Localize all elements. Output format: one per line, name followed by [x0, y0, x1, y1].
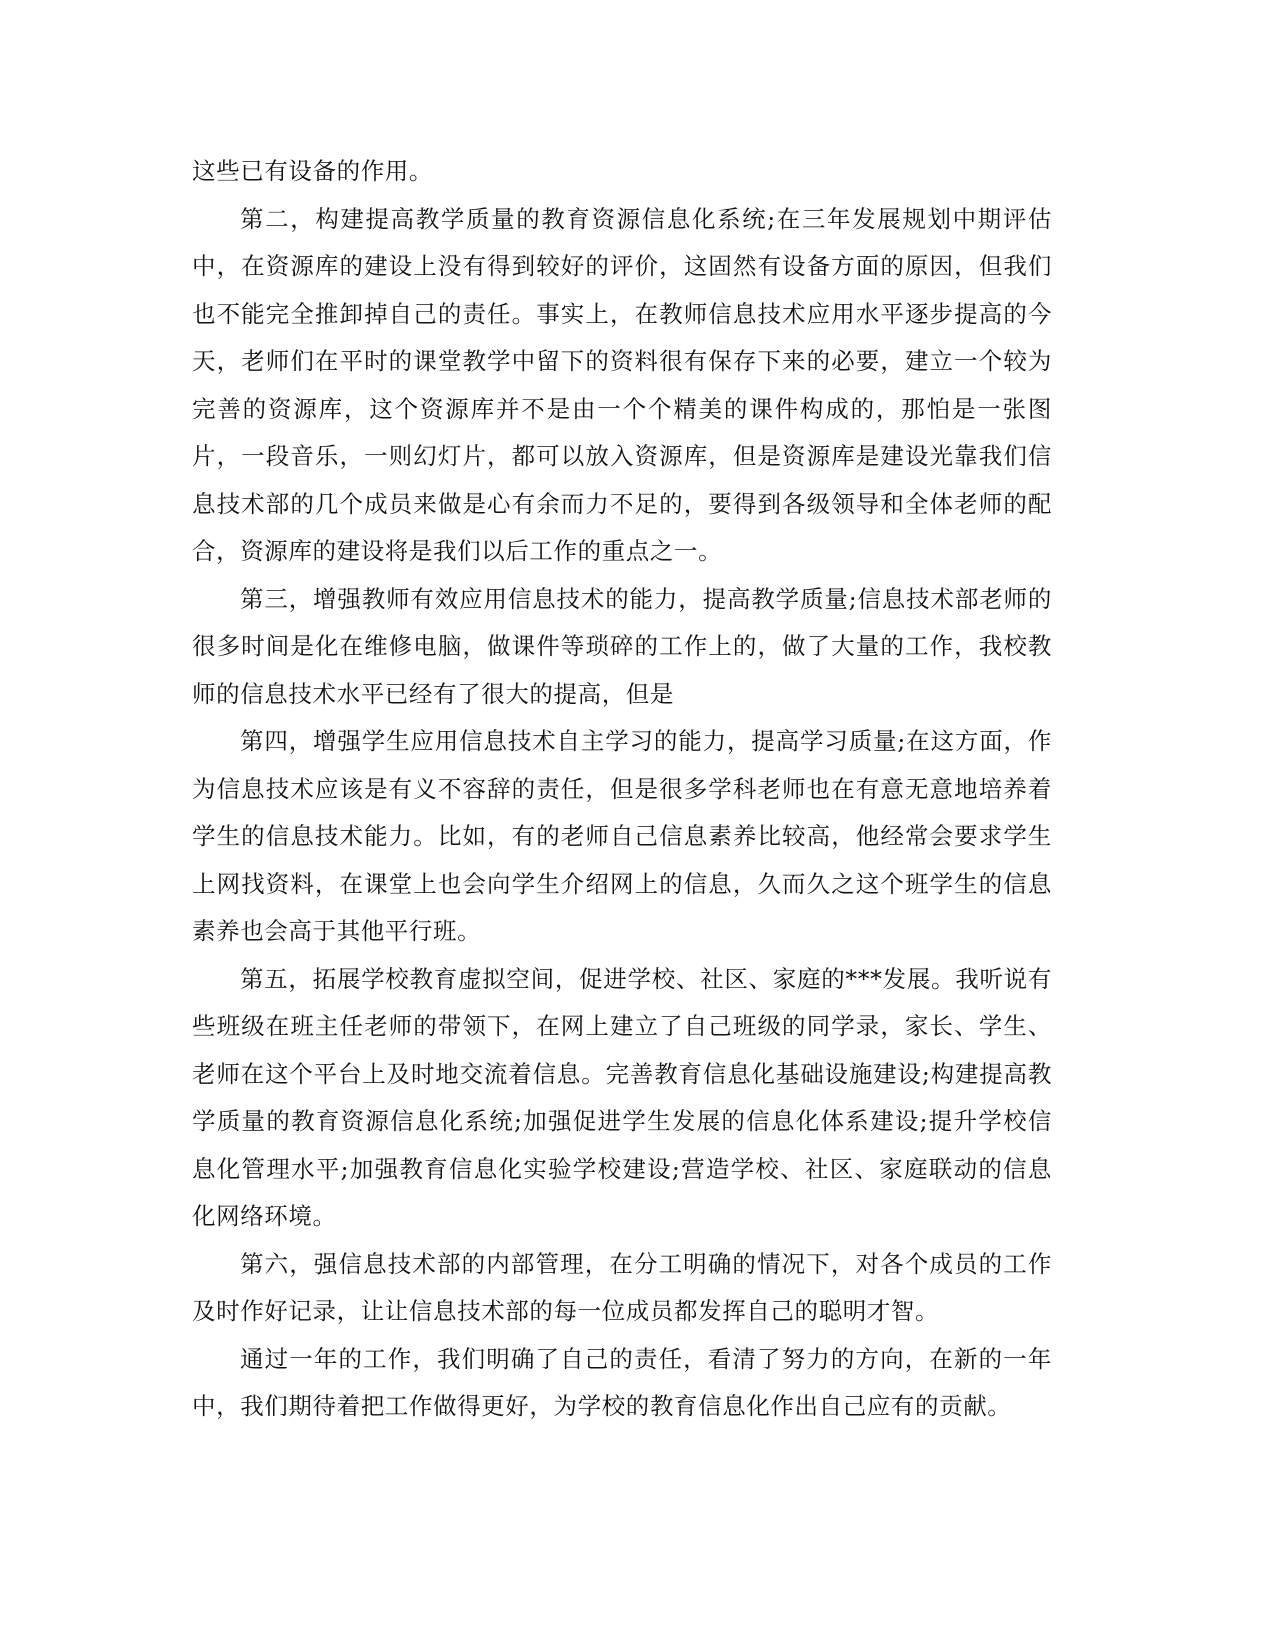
paragraph-6: 第六，强信息技术部的内部管理，在分工明确的情况下，对各个成员的工作及时作好记录，让让信息技术部的每一位成员都发挥自己的聪明才智。: [192, 1249, 1052, 1325]
paragraph-2: 第二，构建提高教学质量的教育资源信息化系统;在三年发展规划中期评估中，在资源库的建设上没有得到较好的评价，这固然有设备方面的原因，但我们也不能完全推卸掉自己的责任。事实上，在教师信息技术应用水平逐步提高的今天，老师们在平时的课堂教学中留下的资料很有保存下来的必要，建立一个较为完善的资源库，这个资源库并不是由一个个精美的课件构成的，那怕是一张图片，一段音乐，一则幻灯片，都可以放入资源库，但是资源库是建设光靠我们信息技术部的几个成员来做是心有余而力不足的，要得到各级领导和全体老师的配合，资源库的建设将是我们以后工作的重点之一。: [192, 204, 1052, 565]
document-body: [192, 148, 1052, 1431]
paragraph-4: 第四，增强学生应用信息技术自主学习的能力，提高学习质量;在这方面，作为信息技术应该是有义不容辞的责任，但是很多学科老师也在有意无意地培养着学生的信息技术能力。比如，有的老师自己信息素养比较高，他经常会要求学生上网找资料，在课堂上也会向学生介绍网上的信息，久而久之这个班学生的信息素养也会高于其他平行班。: [192, 727, 1052, 945]
paragraph-1: 这些已有设备的作用。: [192, 157, 433, 185]
paragraph-3: 第三，增强教师有效应用信息技术的能力，提高教学质量;信息技术部老师的很多时间是化在维修电脑，做课件等琐碎的工作上的，做了大量的工作，我校教师的信息技术水平已经有了很大的提高，但是: [192, 584, 1052, 708]
paragraph-7: 通过一年的工作，我们明确了自己的责任，看清了努力的方向，在新的一年中，我们期待着把工作做得更好，为学校的教育信息化作出自己应有的贡献。: [192, 1344, 1052, 1420]
paragraph-5: 第五，拓展学校教育虚拟空间，促进学校、社区、家庭的***发展。我听说有些班级在班主任老师的带领下，在网上建立了自己班级的同学录，家长、学生、老师在这个平台上及时地交流着信息。完善教育信息化基础设施建设;构建提高教学质量的教育资源信息化系统;加强促进学生发展的信息化体系建设;提升学校信息化管理水平;加强教育信息化实验学校建设;营造学校、社区、家庭联动的信息化网络环境。: [192, 964, 1052, 1230]
